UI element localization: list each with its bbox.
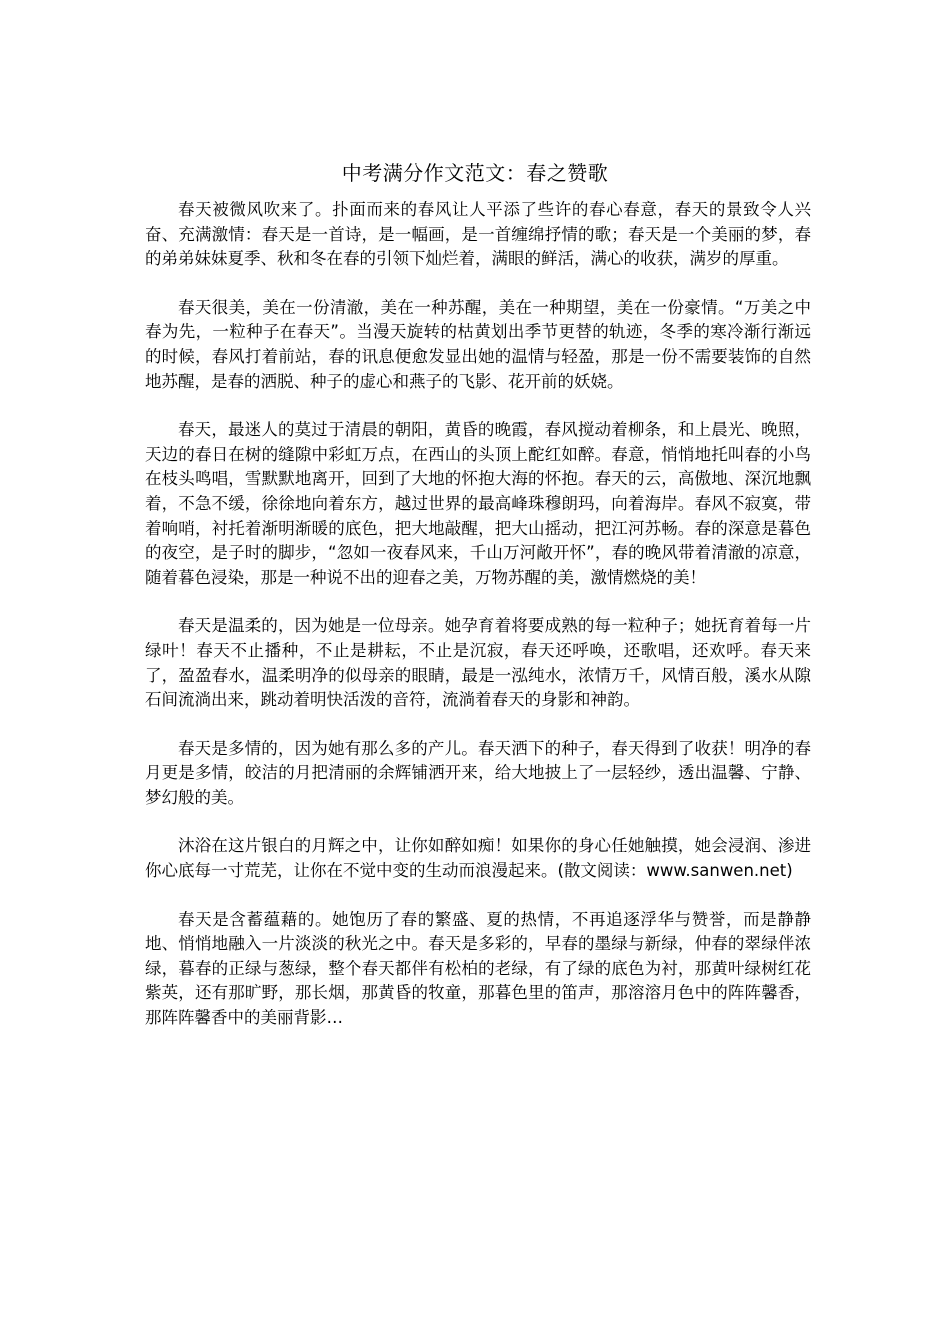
paragraph-7: 春天是含蓄蕴藉的。她饱历了春的繁盛、夏的热情，不再追逐浮华与赞誉，而是静静地、悄悄地融入一片淡淡的秋光之中。春天是多彩的，早春的墨绿与新绿，仲春的翠绿伴浓绿，暮春的正绿与葱绿，整个春天都伴有松柏的老绿，有了绿的底色为衬，那黄叶绿树红花紫英，还有那旷野，那长烟，那黄昏的牧童，那暮色里的笛声，那溶溶月色中的阵阵馨香，那阵阵馨香中的美丽背影… [145,909,811,1028]
document-title: 中考满分作文范文：春之赞歌 [341,161,609,185]
paragraph-6: 沐浴在这片银白的月辉之中，让你如醉如痴！如果你的身心任她触摸，她会浸润、渗进你心底每一寸荒芜，让你在不觉中变的生动而浪漫起来。(散文阅读：www.sanwen.net) [145,836,811,881]
paragraph-2: 春天很美，美在一份清澈，美在一种苏醒，美在一种期望，美在一份豪情。“万美之中春为先，一粒种子在春天”。当漫天旋转的枯黄划出季节更替的轨迹，冬季的寒冷渐行渐远的时候，春风打着前站，春的讯息便愈发显出她的温情与轻盈，那是一份不需要装饰的自然地苏醒，是春的洒脱、种子的虚心和燕子的飞影、花开前的妖娆。 [145,297,811,391]
paragraph-5: 春天是多情的，因为她有那么多的产儿。春天洒下的种子，春天得到了收获！明净的春月更是多情，皎洁的月把清丽的余辉铺洒开来，给大地披上了一层轻纱，透出温馨、宁静、梦幻般的美。 [145,738,811,807]
paragraph-1: 春天被微风吹来了。扑面而来的春风让人平添了些许的春心春意，春天的景致令人兴奋、充满激情：春天是一首诗，是一幅画，是一首缠绵抒情的歌；春天是一个美丽的梦，春的弟弟妹妹夏季、秋和冬在春的引领下灿烂着，满眼的鲜活，满心的收获，满岁的厚重。 [145,200,811,269]
document-body [145,198,811,1055]
paragraph-3: 春天，最迷人的莫过于清晨的朝阳，黄昏的晚霞，春风搅动着柳条，和上晨光、晚照，天边的春日在树的缝隙中彩虹万点，在西山的头顶上酡红如醉。春意，悄悄地托叫春的小鸟在枝头鸣唱，雪默默地离开，回到了大地的怀抱大海的怀抱。春天的云，高傲地、深沉地飘着，不急不缓，徐徐地向着东方，越过世界的最高峰珠穆朗玛，向着海岸。春风不寂寞，带着响哨，衬托着渐明渐暖的底色，把大地敲醒，把大山摇动，把江河苏畅。春的深意是暮色的夜空，是子时的脚步，“忽如一夜春风来，千山万河敞开怀”，春的晚风带着清澈的凉意，随着暮色浸染，那是一种说不出的迎春之美，万物苏醒的美，激情燃烧的美！ [145,420,811,587]
paragraph-4: 春天是温柔的，因为她是一位母亲。她孕育着将要成熟的每一粒种子；她抚育着每一片绿叶！春天不止播种，不止是耕耘，不止是沉寂，春天还呼唤，还歌唱，还欢呼。春天来了，盈盈春水，温柔明净的似母亲的眼睛，最是一泓纯水，浓情万千，风情百般，溪水从隙石间流淌出来，跳动着明快活泼的音符，流淌着春天的身影和神韵。 [145,616,811,710]
